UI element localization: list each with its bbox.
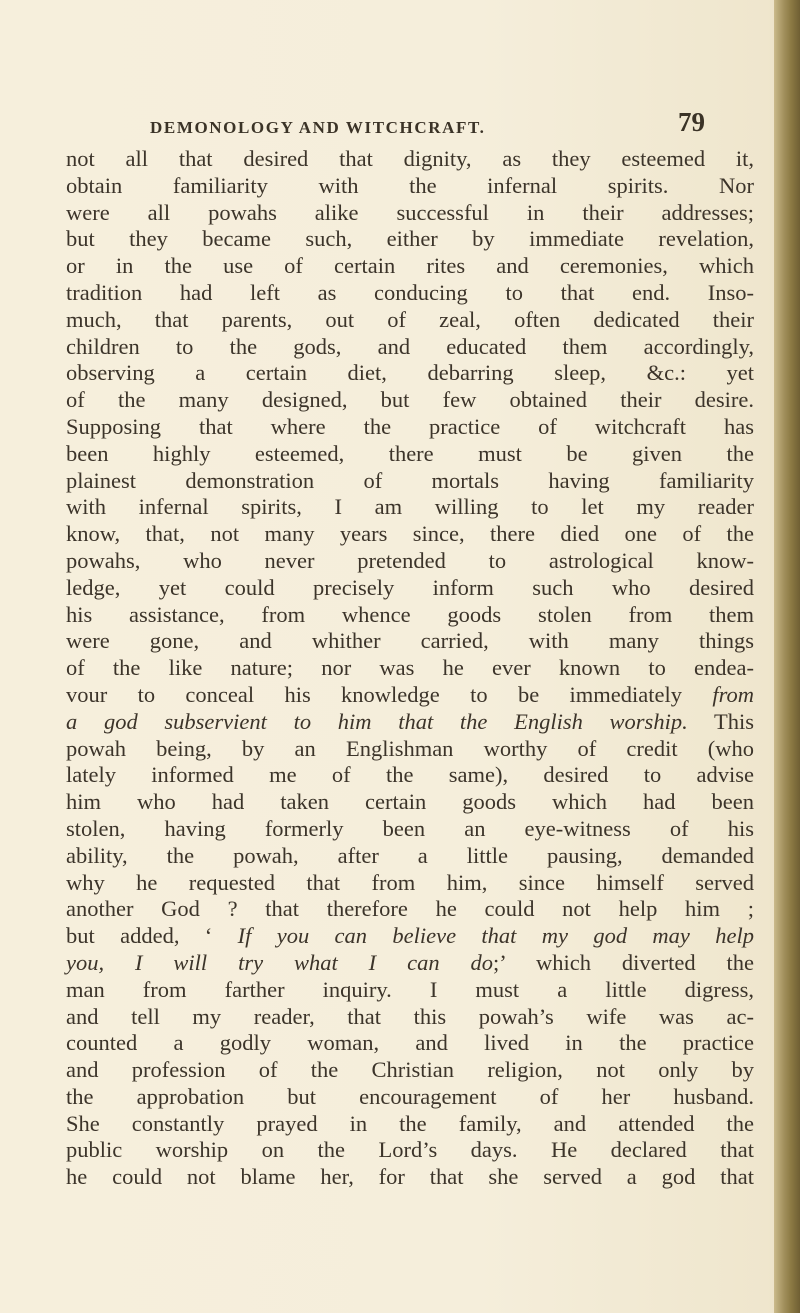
text-run: observing a certain diet, debarring sleep, &c.: yet xyxy=(66,360,754,386)
text-line xyxy=(66,280,754,307)
text-line xyxy=(66,200,754,227)
text-run: of the like nature; nor was he ever known to endea- xyxy=(66,655,754,681)
body-text xyxy=(66,146,754,1191)
italic-text-run: a god subservient to him that the English worship. xyxy=(66,708,688,734)
text-run: plainest demonstration of mortals having familiarity xyxy=(66,467,754,493)
text-run: lately informed me of the same), desired to advise xyxy=(66,762,754,788)
text-line xyxy=(66,1084,754,1111)
text-run: know, that, not many years since, there died one of the xyxy=(66,521,754,547)
text-line xyxy=(66,896,754,923)
text-line xyxy=(66,146,754,173)
text-line xyxy=(66,414,754,441)
text-run: Supposing that where the practice of witchcraft has xyxy=(66,413,754,439)
text-run: of the many designed, but few obtained their desire. xyxy=(66,387,754,413)
text-line xyxy=(66,762,754,789)
text-line xyxy=(66,575,754,602)
text-line xyxy=(66,602,754,629)
text-line xyxy=(66,441,754,468)
text-line xyxy=(66,360,754,387)
text-line xyxy=(66,387,754,414)
text-run: and profession of the Christian religion, not only by xyxy=(66,1057,754,1083)
text-run: ledge, yet could precisely inform such who desired xyxy=(66,574,754,600)
text-run: why he requested that from him, since himself served xyxy=(66,869,754,895)
text-run: children to the gods, and educated them accordingly, xyxy=(66,333,754,359)
text-line xyxy=(66,307,754,334)
text-run: but they became such, either by immediate revelation, xyxy=(66,226,754,252)
text-line xyxy=(66,1111,754,1138)
text-run: man from farther inquiry. I must a little digress, xyxy=(66,976,754,1002)
text-run: ;’ which diverted the xyxy=(492,949,754,975)
text-line xyxy=(66,521,754,548)
text-run: were all powahs alike successful in their addresses; xyxy=(66,199,754,225)
text-line xyxy=(66,1030,754,1057)
text-run: She constantly prayed in the family, and attended the xyxy=(66,1110,754,1136)
italic-text-run: from xyxy=(712,681,754,707)
text-line xyxy=(66,709,754,736)
text-line xyxy=(66,494,754,521)
text-line xyxy=(66,870,754,897)
text-run: been highly esteemed, there must be given the xyxy=(66,440,754,466)
text-line xyxy=(66,1004,754,1031)
text-run: with infernal spirits, I am willing to let my reader xyxy=(66,494,754,520)
text-line xyxy=(66,1137,754,1164)
text-line xyxy=(66,655,754,682)
text-run: This xyxy=(687,708,754,734)
page-edge xyxy=(774,0,800,1313)
text-run: public worship on the Lord’s days. He declared that xyxy=(66,1137,754,1163)
page-number: 79 xyxy=(678,107,705,137)
text-run: him who had taken certain goods which had been xyxy=(66,789,754,815)
text-run: the approbation but encouragement of her husband. xyxy=(66,1083,754,1109)
text-run: not all that desired that dignity, as they esteemed it, xyxy=(66,146,754,171)
text-run: were gone, and whither carried, with many things xyxy=(66,628,754,654)
italic-text-run: you, I will try what I can do xyxy=(66,949,493,975)
page-header xyxy=(60,104,760,144)
text-line xyxy=(66,226,754,253)
text-line xyxy=(66,950,754,977)
text-line xyxy=(66,334,754,361)
text-run: vour to conceal his knowledge to be immediately xyxy=(66,681,713,707)
text-line xyxy=(66,548,754,575)
text-line xyxy=(66,816,754,843)
text-run: and tell my reader, that this powah’s wife was ac- xyxy=(66,1003,754,1029)
text-run: another God ? that therefore he could not help him ; xyxy=(66,896,754,922)
text-line xyxy=(66,977,754,1004)
text-line xyxy=(66,1164,754,1191)
text-line xyxy=(66,1057,754,1084)
text-run: he could not blame her, for that she served a god that xyxy=(66,1164,754,1190)
text-run: powahs, who never pretended to astrological know- xyxy=(66,547,754,573)
text-run: much, that parents, out of zeal, often dedicated their xyxy=(66,306,754,332)
text-run: ability, the powah, after a little pausing, demanded xyxy=(66,842,754,868)
text-run: counted a godly woman, and lived in the practice xyxy=(66,1030,754,1056)
text-run: or in the use of certain rites and ceremonies, which xyxy=(66,253,754,279)
running-head: DEMONOLOGY AND WITCHCRAFT. xyxy=(150,118,486,137)
text-line xyxy=(66,468,754,495)
text-run: his assistance, from whence goods stolen from them xyxy=(66,601,754,627)
text-line xyxy=(66,843,754,870)
text-line xyxy=(66,628,754,655)
text-line xyxy=(66,682,754,709)
text-line xyxy=(66,789,754,816)
text-run: but added, ‘ xyxy=(66,923,238,949)
text-run: obtain familiarity with the infernal spirits. Nor xyxy=(66,172,754,198)
text-run: stolen, having formerly been an eye-witness of his xyxy=(66,815,754,841)
text-line xyxy=(66,736,754,763)
text-run: powah being, by an Englishman worthy of credit (who xyxy=(66,735,754,761)
text-line xyxy=(66,253,754,280)
text-run: tradition had left as conducing to that end. Inso- xyxy=(66,279,754,305)
text-line xyxy=(66,173,754,200)
text-line xyxy=(66,923,754,950)
italic-text-run: If you can believe that my god may help xyxy=(237,923,754,949)
